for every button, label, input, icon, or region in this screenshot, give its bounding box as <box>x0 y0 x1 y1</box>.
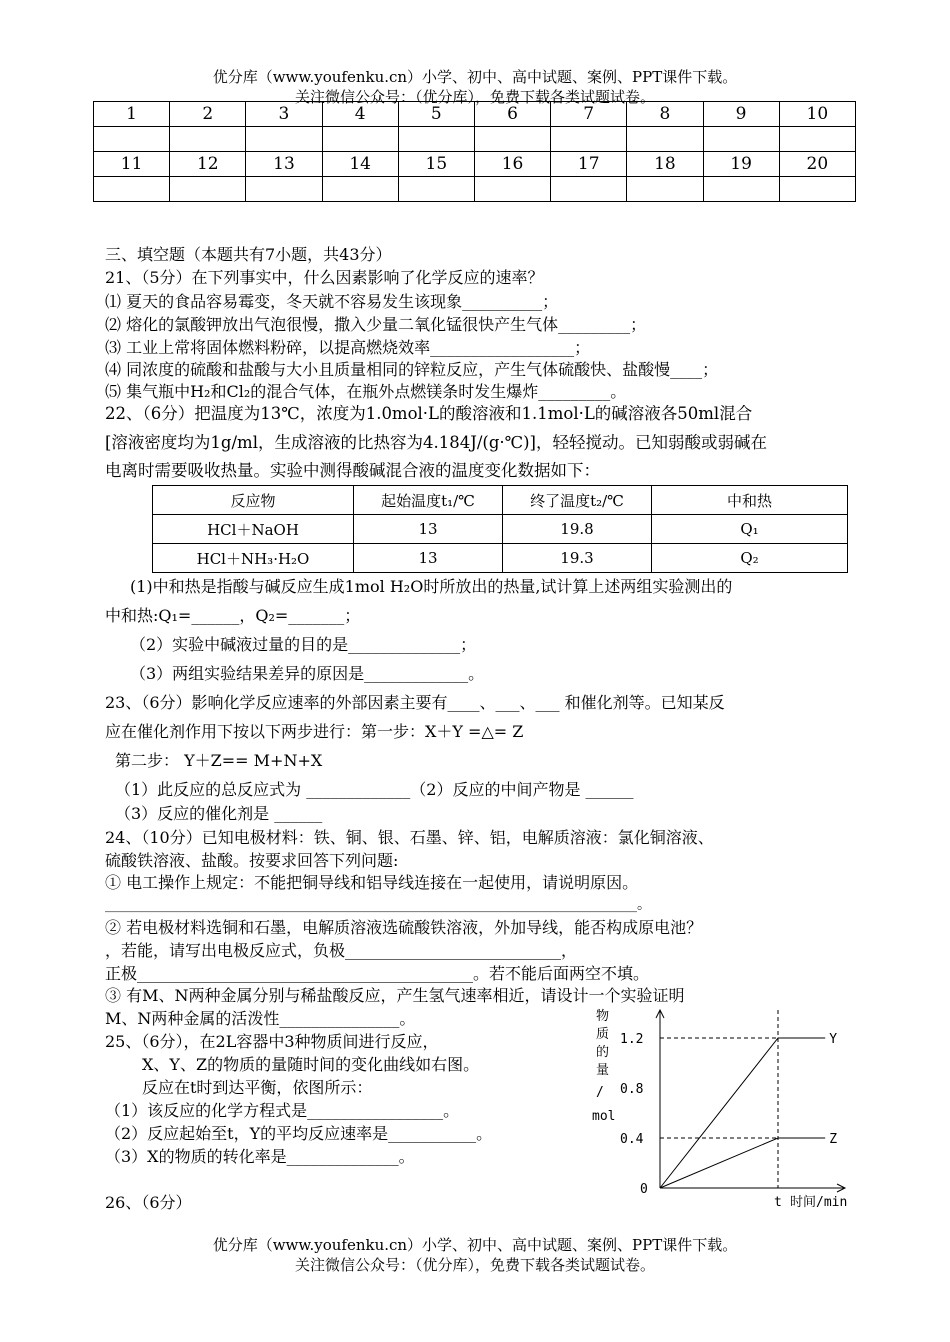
answer-table <box>93 101 856 202</box>
answer-number-cell: 2 <box>170 102 246 127</box>
answer-number-cell: 12 <box>170 152 246 177</box>
footer-line-2: 关注微信公众号：（优分库），免费下载各类试题试卷。 <box>294 1256 655 1274</box>
q22-table-header: 反应物 <box>153 486 354 515</box>
q22-part-2: （2）实验中碱液过量的目的是______________； <box>130 635 477 654</box>
answer-number-cell: 11 <box>94 152 170 177</box>
q22-table-cell: 19.3 <box>503 544 652 573</box>
q25-part-1: （1）该反应的化学方程式是_________________。 <box>105 1101 460 1120</box>
answer-number-cell: 15 <box>398 152 474 177</box>
answer-cell[interactable] <box>94 127 170 152</box>
q22-table-row <box>153 515 848 544</box>
q23-line-3: 第二步： Y＋Z== M+N+X <box>115 751 323 770</box>
y-axis-label-char: 量 <box>596 1063 610 1078</box>
y-axis-label-char: mol <box>592 1109 616 1124</box>
y-tick-label: 1.2 <box>620 1032 644 1047</box>
y-axis-label-char: 质 <box>596 1027 610 1042</box>
answer-number-cell: 19 <box>703 152 779 177</box>
q22-table-header: 终了温度t₂/℃ <box>503 486 652 515</box>
answer-cell[interactable] <box>322 127 398 152</box>
q24-line-6: ，若能，请写出电极反应式，负极___________________________， <box>105 941 578 960</box>
answer-row-numbers-2 <box>94 152 856 177</box>
answer-cell[interactable] <box>398 127 474 152</box>
q25-line-2: X、Y、Z的物质的量随时间的变化曲线如右图。 <box>142 1055 480 1074</box>
answer-row-blank-1 <box>94 127 856 152</box>
answer-cell[interactable] <box>322 177 398 202</box>
q25-line-1: 25、（6分），在2L容器中3种物质间进行反应， <box>105 1032 439 1051</box>
answer-cell[interactable] <box>398 177 474 202</box>
y-tick-label: 0.8 <box>620 1082 644 1097</box>
answer-cell[interactable] <box>627 177 703 202</box>
q21-stem: 21、（5分）在下列事实中，什么因素影响了化学反应的速率？ <box>105 268 544 287</box>
y-axis-label-char: 物 <box>596 1009 610 1024</box>
answer-number-cell: 5 <box>398 102 474 127</box>
q25-part-2: （2）反应起始至t，Y的平均反应速率是___________。 <box>105 1124 493 1143</box>
q24-line-3: ① 电工操作上规定：不能把铜导线和铝导线连接在一起使用，请说明原因。 <box>105 873 639 892</box>
answer-cell[interactable] <box>703 177 779 202</box>
y-axis-label-char: 的 <box>596 1045 610 1060</box>
answer-cell[interactable] <box>474 127 550 152</box>
q24-line-8: ③ 有M、N两种金属分别与稀盐酸反应，产生氢气速率相近，请设计一个实验证明 <box>105 986 685 1005</box>
answer-cell[interactable] <box>246 177 322 202</box>
q22-part-1a: (1)中和热是指酸与碱反应生成1mol H₂O时所放出的热量,试计算上述两组实验测出的 <box>130 577 733 596</box>
q23-line-2: 应在催化剂作用下按以下两步进行：第一步：X＋Y =△= Z <box>105 722 524 741</box>
header-line-1: 优分库（www.youfenku.cn）小学、初中、高中试题、案例、PPT课件下载。 <box>212 68 738 86</box>
answer-row-blank-2 <box>94 177 856 202</box>
q22-data-table <box>152 485 848 573</box>
q23-line-1: 23、（6分）影响化学反应速率的外部因素主要有____、___、___ 和催化剂等。已知某反 <box>105 693 725 712</box>
x-tick-label: t <box>774 1195 782 1208</box>
section-title: 三、填空题（本题共有7小题，共43分） <box>105 245 392 264</box>
answer-number-cell: 20 <box>779 152 855 177</box>
answer-cell[interactable] <box>246 127 322 152</box>
answer-number-cell: 16 <box>474 152 550 177</box>
footer-line-1: 优分库（www.youfenku.cn）小学、初中、高中试题、案例、PPT课件下载。 <box>212 1236 738 1254</box>
q23-line-4: （1）此反应的总反应式为 _____________（2）反应的中间产物是 ______ <box>115 780 634 799</box>
answer-cell[interactable] <box>170 127 246 152</box>
q25-line-3: 反应在t时到达平衡，依图所示： <box>142 1078 373 1097</box>
q22-line-1: 22、（6分）把温度为13℃，浓度为1.0mol·L的酸溶液和1.1mol·L的碱溶液各50ml混合 <box>105 404 753 423</box>
q22-table-cell: 13 <box>354 544 503 573</box>
q22-table-cell: HCl＋NH₃·H₂O <box>153 544 354 573</box>
quantity-time-chart <box>590 1008 880 1208</box>
q24-answer-line[interactable]: ____________________________________________________________________________。 <box>105 897 651 913</box>
q22-part-1b: 中和热:Q₁=______，Q₂=_______； <box>105 606 361 625</box>
q22-line-3: 电离时需要吸收热量。实验中测得酸碱混合液的温度变化数据如下： <box>105 461 600 480</box>
q22-line-2: [溶液密度均为1g/ml，生成溶液的比热容为4.184J/(g·℃)]，轻轻搅动。已知弱酸或弱碱在 <box>105 433 767 452</box>
y-tick-label: 0.4 <box>620 1132 644 1147</box>
q24-line-2: 硫酸铁溶液、盐酸。按要求回答下列问题: <box>105 851 399 870</box>
q22-table-cell: 19.8 <box>503 515 652 544</box>
answer-number-cell: 13 <box>246 152 322 177</box>
q21-item-4: ⑷ 同浓度的硫酸和盐酸与大小且质量相同的锌粒反应，产生气体硫酸快、盐酸慢____； <box>105 360 719 379</box>
q21-item-1: ⑴ 夏天的食品容易霉变，冬天就不容易发生该现象__________； <box>105 292 559 311</box>
q22-table-header-row <box>153 486 848 515</box>
header-line-2: 关注微信公众号：（优分库），免费下载各类试题试卷。 <box>294 88 655 106</box>
answer-number-cell: 4 <box>322 102 398 127</box>
answer-cell[interactable] <box>474 177 550 202</box>
series-label-y: Y <box>829 1032 838 1047</box>
q22-part-3: （3）两组实验结果差异的原因是_____________。 <box>130 664 485 683</box>
q24-line-5: ② 若电极材料选铜和石墨，电解质溶液选硫酸铁溶液，外加导线，能否构成原电池？ <box>105 918 703 937</box>
answer-cell[interactable] <box>779 177 855 202</box>
answer-number-cell: 9 <box>703 102 779 127</box>
q22-table-header: 起始温度t₁/℃ <box>354 486 503 515</box>
answer-number-cell: 10 <box>779 102 855 127</box>
q21-item-5: ⑸ 集气瓶中H₂和Cl₂的混合气体，在瓶外点燃镁条时发生爆炸_________。 <box>105 382 627 401</box>
x-axis-label: 时间/min <box>790 1195 848 1208</box>
y-axis-label-char: / <box>596 1085 604 1100</box>
answer-number-cell: 17 <box>551 152 627 177</box>
y-tick-label: 0 <box>640 1182 648 1197</box>
answer-number-cell: 1 <box>94 102 170 127</box>
q21-item-2: ⑵ 熔化的氯酸钾放出气泡很慢，撒入少量二氧化锰很快产生气体_________； <box>105 315 647 334</box>
q22-table-cell: Q₂ <box>652 544 848 573</box>
q22-table-row <box>153 544 848 573</box>
answer-number-cell: 8 <box>627 102 703 127</box>
answer-cell[interactable] <box>551 127 627 152</box>
q23-line-5: （3）反应的催化剂是 ______ <box>115 804 323 823</box>
answer-cell[interactable] <box>551 177 627 202</box>
answer-cell[interactable] <box>627 127 703 152</box>
answer-cell[interactable] <box>94 177 170 202</box>
answer-number-cell: 14 <box>322 152 398 177</box>
answer-cell[interactable] <box>779 127 855 152</box>
answer-number-cell: 18 <box>627 152 703 177</box>
answer-number-cell: 7 <box>551 102 627 127</box>
answer-number-cell: 6 <box>474 102 550 127</box>
q22-table-cell: HCl＋NaOH <box>153 515 354 544</box>
series-label-z: Z <box>829 1132 838 1147</box>
q22-table-cell: Q₁ <box>652 515 848 544</box>
q22-table-cell: 13 <box>354 515 503 544</box>
answer-number-cell: 3 <box>246 102 322 127</box>
q24-line-1: 24、（10分）已知电极材料：铁、铜、银、石墨、锌、铝，电解质溶液：氯化铜溶液、 <box>105 828 714 847</box>
q24-line-9: M、N两种金属的活泼性_______________。 <box>105 1009 416 1028</box>
q25-part-3: （3）X的物质的转化率是______________。 <box>105 1147 415 1166</box>
q21-item-3: ⑶ 工业上常将固体燃料粉碎，以提高燃烧效率__________________； <box>105 338 591 357</box>
q24-line-7: 正极__________________________________________。若不能后面两空不填。 <box>105 964 650 983</box>
answer-row-numbers-1 <box>94 102 856 127</box>
series-line-y <box>660 1038 825 1188</box>
answer-cell[interactable] <box>170 177 246 202</box>
q22-table-header: 中和热 <box>652 486 848 515</box>
q26-stem: 26、（6分） <box>105 1193 192 1212</box>
answer-cell[interactable] <box>703 127 779 152</box>
series-line-z <box>660 1138 825 1188</box>
